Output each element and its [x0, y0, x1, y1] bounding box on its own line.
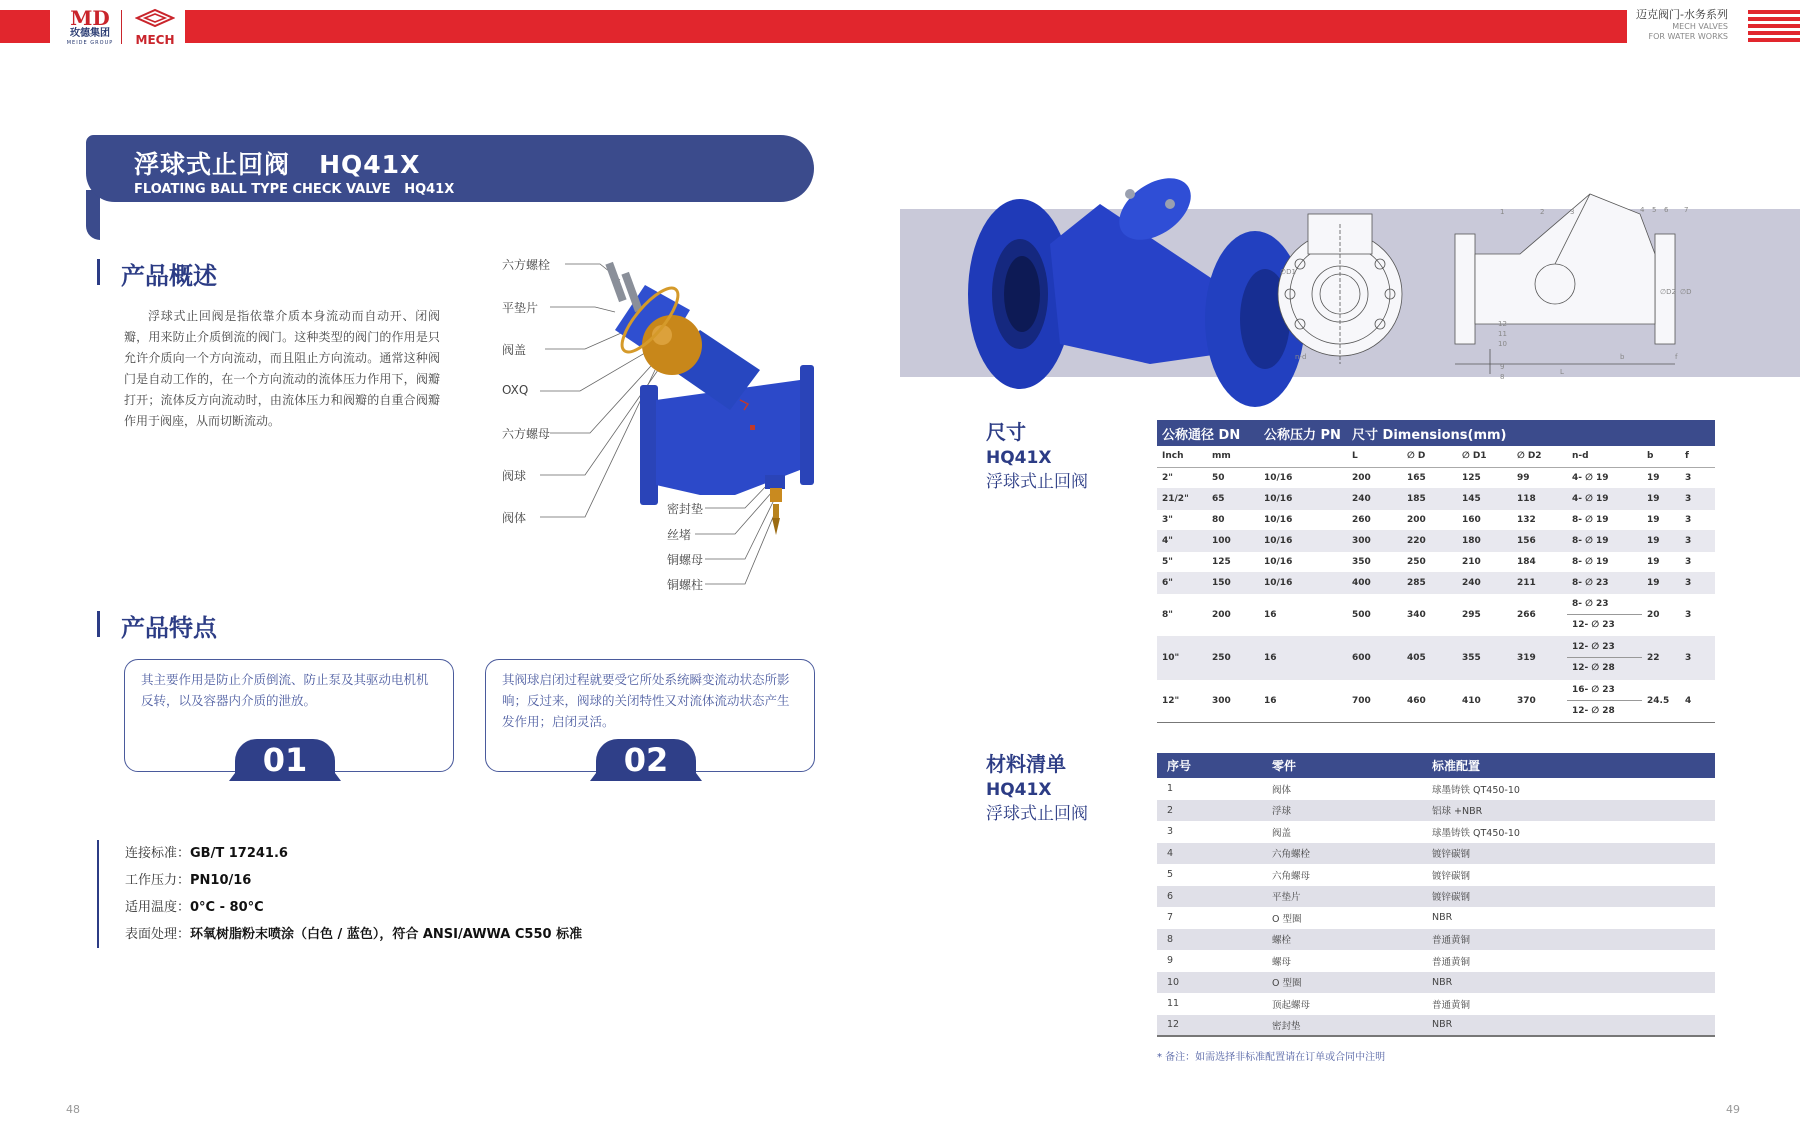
table-cell: 600 — [1347, 636, 1402, 679]
drawing-num-10: 10 — [1498, 340, 1507, 348]
dim-d2-label: ∅D2 — [1660, 288, 1676, 296]
table-cell: 9 — [1167, 955, 1174, 967]
feature-number-1 — [235, 739, 335, 781]
table-cell: 普通黄铜 — [1432, 999, 1471, 1011]
table-cell: 300 — [1207, 679, 1259, 722]
feature-number-2-text: 02 — [623, 741, 669, 779]
table-cell: 球墨铸铁 QT450-10 — [1432, 827, 1520, 839]
table-cell: 8- ∅ 19 — [1567, 530, 1642, 551]
table-row — [1157, 929, 1715, 951]
table-cell: 19 — [1642, 572, 1680, 593]
table-cell: 200 — [1207, 593, 1259, 636]
table-cell: 160 — [1457, 509, 1512, 530]
spec-row-pressure — [125, 867, 582, 894]
spec-label: 表面处理： — [125, 927, 191, 942]
table-cell: 3 — [1680, 572, 1715, 593]
table-cell: 118 — [1512, 488, 1567, 509]
table-cell: 211 — [1512, 572, 1567, 593]
table-cell: 20 — [1642, 593, 1680, 636]
header-stripes-icon — [1748, 10, 1800, 44]
series-en-2: FOR WATER WORKS — [1648, 32, 1728, 41]
table-cell: 球墨铸铁 QT450-10 — [1432, 784, 1520, 796]
drawing-num-8: 8 — [1500, 373, 1505, 381]
table-cell: 顶起螺母 — [1272, 999, 1311, 1011]
feature-number-1-text: 01 — [262, 741, 308, 779]
table-cell: 螺母 — [1272, 956, 1292, 968]
table-cell: 10/16 — [1259, 467, 1347, 488]
table-cell: 10/16 — [1259, 530, 1347, 551]
spec-value: PN10/16 — [190, 873, 252, 888]
spec-row-coating — [125, 921, 582, 948]
mech-logo-text: MECH — [135, 33, 175, 47]
table-cell: 4 — [1157, 843, 1262, 865]
table-cell: 99 — [1512, 467, 1567, 488]
footnote: * 备注：如需选择非标准配置请在订单或合同中注明 — [1157, 1052, 1386, 1063]
dimensions-heading — [986, 418, 1088, 494]
drawing-num-9: 9 — [1500, 363, 1505, 371]
part-label-10: 铜螺母 — [667, 553, 704, 567]
table-cell: 145 — [1457, 488, 1512, 509]
dim-subheader-cell: L — [1347, 446, 1402, 467]
table-cell: 250 — [1207, 636, 1259, 679]
table-row — [1157, 843, 1715, 865]
table-cell: 150 — [1207, 572, 1259, 593]
table-cell: 4- ∅ 19 — [1567, 488, 1642, 509]
part-label-3: 阀盖 — [502, 343, 527, 357]
table-cell: 165 — [1402, 467, 1457, 488]
part-label-7: 阀体 — [502, 511, 527, 525]
table-cell: 3 — [1680, 467, 1715, 488]
table-cell: 295 — [1457, 593, 1512, 636]
table-cell: 3" — [1157, 509, 1207, 530]
table-cell: 24.5 — [1642, 679, 1680, 722]
table-cell: 4 — [1680, 679, 1715, 722]
materials-table-body — [1157, 778, 1715, 1036]
overview-text: 浮球式止回阀是指依靠介质本身流动而自动开、闭阀瓣，用来防止介质倒流的阀门。这种类型的阀门的作用是只允许介质向一个方向流动，而且阻止方向流动。通常这种阀门是自动工作的，在一个方向流动的流体压力作用下，阀瓣打开；流体反方向流动时，由流体压力和阀瓣的自重合阀瓣作用于阀座，从而切断流动。 — [124, 309, 440, 428]
table-cell: 300 — [1347, 530, 1402, 551]
dim-b-label: b — [1620, 353, 1625, 361]
table-cell: 浮球 — [1262, 800, 1422, 822]
table-cell: 3 — [1680, 551, 1715, 572]
exploded-valve-drawing — [500, 250, 830, 600]
table-cell: 285 — [1402, 572, 1457, 593]
drawing-num-5: 5 — [1652, 206, 1657, 214]
table-cell: 1 — [1167, 783, 1174, 795]
table-cell: 2" — [1157, 467, 1207, 488]
table-row — [1157, 572, 1715, 593]
nd-value: 12- ∅ 28 — [1572, 705, 1615, 716]
table-cell: 65 — [1207, 488, 1259, 509]
table-cell: 50 — [1207, 467, 1259, 488]
table-cell: 16 — [1259, 593, 1347, 636]
section-view-drawing-icon — [1455, 194, 1675, 374]
banner-tail — [86, 190, 100, 240]
table-row — [1157, 972, 1715, 994]
table-cell: 10/16 — [1259, 551, 1347, 572]
table-cell-nd — [1567, 679, 1642, 722]
table-cell: 185 — [1402, 488, 1457, 509]
table-cell: 355 — [1457, 636, 1512, 679]
table-cell: 180 — [1457, 530, 1512, 551]
table-cell: 8- ∅ 23 — [1567, 572, 1642, 593]
table-cell: 460 — [1402, 679, 1457, 722]
drawing-num-3: 3 — [1570, 208, 1575, 216]
col-header-dn: 公称通径 DN — [1157, 420, 1259, 446]
table-cell: 4" — [1157, 530, 1207, 551]
feature-text-2: 其阀球启闭过程就要受它所处系统瞬变流动状态所影响；反过来，阀球的关闭特性又对流体流动状态产生发作用；启闭灵活。 — [502, 672, 790, 729]
table-cell: 16 — [1259, 679, 1347, 722]
brand-logos — [55, 6, 185, 48]
table-cell: 80 — [1207, 509, 1259, 530]
table-cell: 6" — [1157, 572, 1207, 593]
table-cell: 螺栓 — [1262, 929, 1422, 951]
table-row — [1157, 551, 1715, 572]
table-row — [1157, 467, 1715, 488]
table-cell: 镀锌碳钢 — [1422, 886, 1715, 908]
logo-divider — [121, 10, 122, 44]
table-cell: 10/16 — [1259, 509, 1347, 530]
table-cell: 7 — [1167, 912, 1174, 924]
mat-header-part: 零件 — [1262, 753, 1422, 778]
table-cell: 3 — [1680, 488, 1715, 509]
dim-subheader-cell: ∅ D — [1402, 446, 1457, 467]
table-cell: 19 — [1642, 551, 1680, 572]
drawing-num-6: 6 — [1664, 206, 1669, 214]
mat-header-material: 标准配置 — [1422, 753, 1715, 778]
nd-value: 12- ∅ 28 — [1572, 662, 1615, 673]
table-cell: 410 — [1457, 679, 1512, 722]
part-label-11: 铜螺柱 — [667, 578, 704, 592]
part-label-1: 六方螺栓 — [502, 258, 551, 272]
feature-text-1: 其主要作用是防止介质倒流、防止泵及其驱动电机机反转，以及容器内介质的泄放。 — [141, 672, 429, 708]
table-row — [1157, 864, 1715, 886]
table-cell: O 型圈 — [1262, 972, 1422, 994]
table-cell: 3 — [1680, 530, 1715, 551]
table-cell: 260 — [1347, 509, 1402, 530]
spec-label: 工作压力： — [125, 873, 191, 888]
nd-value: 12- ∅ 23 — [1567, 637, 1642, 658]
table-cell: NBR — [1422, 972, 1715, 994]
mech-logo-icon — [135, 8, 175, 28]
table-cell: 319 — [1512, 636, 1567, 679]
table-row — [1157, 950, 1715, 972]
dim-subheader-row — [1157, 446, 1715, 467]
table-cell: 3 — [1167, 826, 1174, 838]
spec-row-standard — [125, 840, 582, 867]
table-cell: 240 — [1457, 572, 1512, 593]
table-cell: 125 — [1457, 467, 1512, 488]
dim-subheader-cell: ∅ D1 — [1457, 446, 1512, 467]
features-heading: 产品特点 — [97, 608, 217, 643]
series-label — [1636, 8, 1728, 42]
table-cell: 六角螺栓 — [1262, 843, 1422, 865]
table-cell: 400 — [1347, 572, 1402, 593]
table-cell: 镀锌碳钢 — [1432, 870, 1471, 882]
part-label-8: 密封垫 — [667, 502, 704, 516]
table-row — [1157, 821, 1715, 843]
table-cell: 184 — [1512, 551, 1567, 572]
meide-logo-mark: MD — [70, 6, 110, 30]
dim-d1-label: ∅D1 — [1280, 268, 1296, 276]
drawing-num-12: 12 — [1498, 320, 1507, 328]
page-number-left: 48 — [66, 1103, 80, 1116]
feature-card-1 — [124, 659, 454, 779]
table-row — [1157, 1015, 1715, 1037]
table-cell: 10 — [1157, 972, 1262, 994]
part-label-6: 阀球 — [502, 469, 527, 483]
part-label-2: 平垫片 — [502, 301, 539, 315]
nd-value: 12- ∅ 23 — [1572, 619, 1615, 630]
dim-d-label: ∅D — [1680, 288, 1692, 296]
table-cell: 132 — [1512, 509, 1567, 530]
table-cell: NBR — [1422, 1015, 1715, 1037]
table-cell: 5" — [1157, 551, 1207, 572]
table-cell: 210 — [1457, 551, 1512, 572]
table-row — [1157, 530, 1715, 551]
table-cell: 19 — [1642, 467, 1680, 488]
mat-header-no: 序号 — [1157, 753, 1262, 778]
part-label-9: 丝堵 — [667, 528, 692, 542]
feature-number-2 — [596, 739, 696, 781]
table-cell: 普通黄铜 — [1422, 929, 1715, 951]
drawing-num-4: 4 — [1640, 206, 1645, 214]
mech-logo — [127, 8, 183, 48]
spec-value: 环氧树脂粉末喷涂（白色 / 蓝色），符合 ANSI/AWWA C550 标准 — [190, 927, 583, 942]
drawing-num-11: 11 — [1498, 330, 1507, 338]
table-row — [1157, 593, 1715, 636]
table-row — [1157, 907, 1715, 929]
table-cell: 240 — [1347, 488, 1402, 509]
part-label-5: 六方螺母 — [502, 427, 551, 441]
nd-value: 16- ∅ 23 — [1567, 680, 1642, 701]
drawing-num-2: 2 — [1540, 208, 1545, 216]
drawing-num-7: 7 — [1684, 206, 1689, 214]
table-cell: 密封垫 — [1262, 1015, 1422, 1037]
page-subtitle: FLOATING BALL TYPE CHECK VALVE HQ41X — [134, 182, 455, 197]
materials-product: 浮球式止回阀 — [986, 804, 1088, 824]
header-red-bar-left — [0, 10, 50, 43]
table-cell: 100 — [1207, 530, 1259, 551]
materials-model: HQ41X — [986, 780, 1052, 800]
table-cell: NBR — [1432, 912, 1453, 924]
table-row — [1157, 800, 1715, 822]
table-cell: 350 — [1347, 551, 1402, 572]
meide-logo — [65, 8, 115, 48]
table-cell: 8- ∅ 19 — [1567, 551, 1642, 572]
dim-subheader-cell: n-d — [1567, 446, 1642, 467]
table-cell: 8 — [1157, 929, 1262, 951]
table-cell: 六角螺母 — [1272, 870, 1311, 882]
nd-value: 8- ∅ 23 — [1567, 594, 1642, 615]
table-row — [1157, 993, 1715, 1015]
part-label-4: OXQ — [502, 383, 529, 397]
table-cell: 266 — [1512, 593, 1567, 636]
table-cell: 铝球 +NBR — [1422, 800, 1715, 822]
col-header-pn: 公称压力 PN — [1259, 420, 1347, 446]
dim-subheader-cell: f — [1680, 446, 1715, 467]
table-cell: 700 — [1347, 679, 1402, 722]
table-row — [1157, 886, 1715, 908]
dim-f-label: f — [1675, 353, 1678, 361]
header-red-bar — [185, 10, 1627, 43]
drawing-num-1: 1 — [1500, 208, 1505, 216]
table-cell: 340 — [1402, 593, 1457, 636]
materials-title: 材料清单 — [986, 752, 1066, 776]
dim-subheader-cell: ∅ D2 — [1512, 446, 1567, 467]
spec-value: GB/T 17241.6 — [190, 846, 288, 861]
series-cn: 迈克阀门-水务系列 — [1636, 8, 1728, 21]
table-cell: 10/16 — [1259, 488, 1347, 509]
table-cell: 2 — [1157, 800, 1262, 822]
spec-row-temperature — [125, 894, 582, 921]
dimensions-model: HQ41X — [986, 448, 1052, 468]
dimensions-product: 浮球式止回阀 — [986, 472, 1088, 492]
table-cell: 10/16 — [1259, 572, 1347, 593]
dim-subheader-cell: mm — [1207, 446, 1259, 467]
table-cell-nd — [1567, 636, 1642, 679]
table-cell: 19 — [1642, 530, 1680, 551]
table-row — [1157, 636, 1715, 679]
dim-subheader-cell: Inch — [1157, 446, 1207, 467]
meide-logo-cn: 玫德集团 — [70, 28, 110, 39]
table-cell: 19 — [1642, 488, 1680, 509]
spec-list — [97, 840, 582, 948]
table-cell: 普通黄铜 — [1432, 956, 1471, 968]
table-cell: 250 — [1402, 551, 1457, 572]
table-cell: 8- ∅ 19 — [1567, 509, 1642, 530]
table-cell: 平垫片 — [1262, 886, 1422, 908]
table-cell: 500 — [1347, 593, 1402, 636]
dim-subheader-cell: b — [1642, 446, 1680, 467]
spec-label: 适用温度： — [125, 900, 191, 915]
dimensions-table-body — [1157, 446, 1715, 722]
feature-card-2 — [485, 659, 815, 779]
table-cell: 405 — [1402, 636, 1457, 679]
table-cell: 370 — [1512, 679, 1567, 722]
table-cell: 3 — [1680, 593, 1715, 636]
col-header-dimensions: 尺寸 Dimensions(mm) — [1347, 420, 1715, 446]
dimensions-table — [1157, 420, 1715, 723]
table-cell: 10" — [1157, 636, 1207, 679]
table-cell: 21/2" — [1157, 488, 1207, 509]
table-row — [1157, 679, 1715, 722]
table-cell: 8" — [1157, 593, 1207, 636]
table-cell: 11 — [1167, 998, 1180, 1010]
table-cell: 3 — [1680, 509, 1715, 530]
page-title: 浮球式止回阀 HQ41X — [134, 150, 421, 179]
table-cell: 阀盖 — [1272, 827, 1292, 839]
table-cell: 22 — [1642, 636, 1680, 679]
dim-nd-label: n-d — [1295, 353, 1307, 361]
table-row — [1157, 509, 1715, 530]
table-cell: 6 — [1157, 886, 1262, 908]
table-cell: 12 — [1157, 1015, 1262, 1037]
materials-table — [1157, 753, 1715, 1037]
series-en-1: MECH VALVES — [1672, 22, 1728, 31]
table-cell-nd — [1567, 593, 1642, 636]
table-cell: 19 — [1642, 509, 1680, 530]
table-cell: 阀体 — [1272, 784, 1292, 796]
banner-tail-cut — [100, 202, 116, 242]
table-row — [1157, 778, 1715, 800]
spec-value: 0°C - 80°C — [190, 900, 264, 915]
table-cell: O 型圈 — [1272, 913, 1302, 925]
table-cell: 16 — [1259, 636, 1347, 679]
product-images — [900, 134, 1800, 381]
table-cell: 125 — [1207, 551, 1259, 572]
table-row — [1157, 488, 1715, 509]
product-image-band — [900, 206, 1800, 381]
dimensions-title: 尺寸 — [986, 420, 1026, 444]
table-cell: 5 — [1167, 869, 1174, 881]
table-cell: 镀锌碳钢 — [1422, 843, 1715, 865]
table-cell: 200 — [1347, 467, 1402, 488]
materials-heading — [986, 750, 1088, 826]
table-cell: 3 — [1680, 636, 1715, 679]
table-cell: 12" — [1157, 679, 1207, 722]
table-cell: 220 — [1402, 530, 1457, 551]
title-banner — [86, 135, 814, 202]
meide-logo-en: MEIDE GROUP — [66, 40, 114, 46]
valve-photo-icon — [968, 166, 1305, 407]
dim-l-label: L — [1560, 368, 1564, 376]
table-cell: 200 — [1402, 509, 1457, 530]
spec-label: 连接标准： — [125, 846, 191, 861]
table-cell: 4- ∅ 19 — [1567, 467, 1642, 488]
page-number-right: 49 — [1726, 1103, 1740, 1116]
overview-heading: 产品概述 — [97, 256, 217, 291]
table-cell: 156 — [1512, 530, 1567, 551]
dim-subheader-cell — [1259, 446, 1347, 467]
